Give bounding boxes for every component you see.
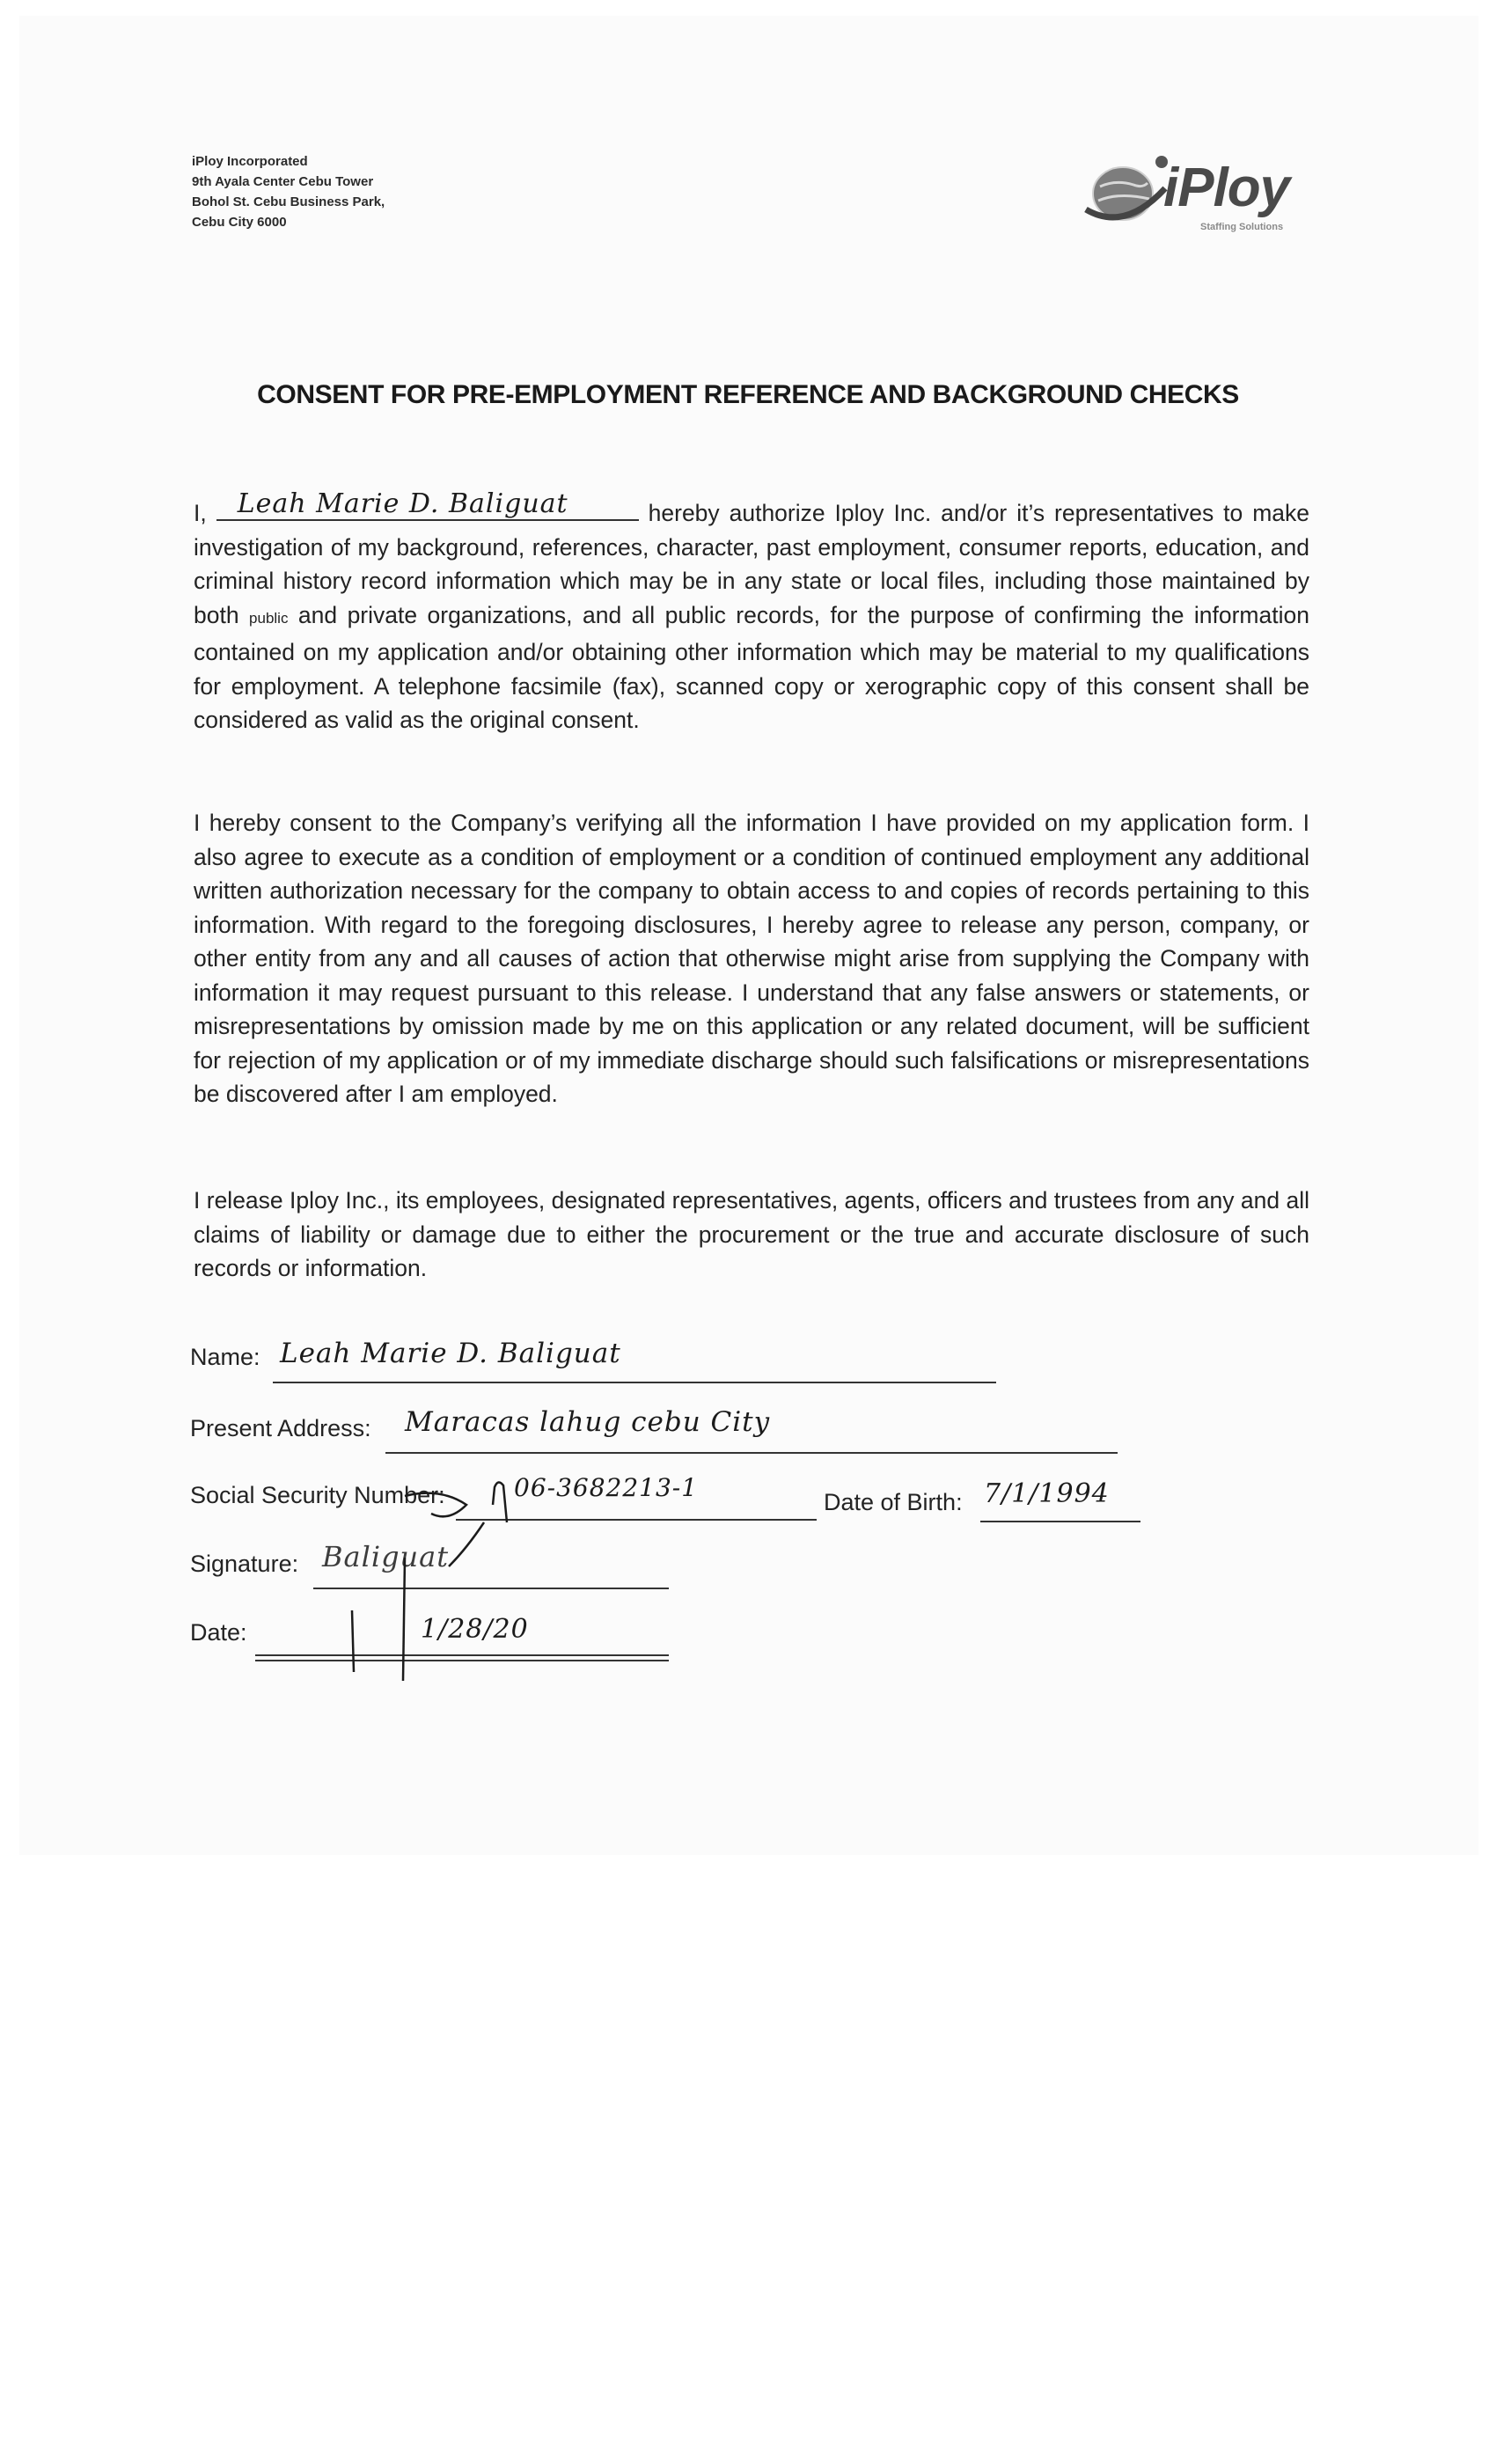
name-fill-line [216, 488, 639, 521]
signature-value: Baliguat [322, 1540, 450, 1573]
ssn-value: 06-3682213-1 [514, 1473, 699, 1502]
logo-tagline: Staffing Solutions [1200, 222, 1284, 232]
signature-scribble [299, 1470, 546, 1698]
address-label: Present Address: [190, 1415, 371, 1441]
consent-paragraph: I hereby consent to the Company’s verifying all the information I have provided on my application form. I also agree to execute as a condition of employment or a condition of continued employment any additional written authorization necessary for the company to obtain access to and copies of records pertaining to this information. With regard to the foregoing disclosures, I hereby agree to release any person, company, or other entity from any and all causes of action that otherwise might arise from supplying the Company with information it may request pursuant to this release. I understand that any false answers or statements, or misrepresentations by omission made by me on this application or any related document, will be sufficient for rejection of my application or of my immediate discharge should such falsifications or misrepresentations be discovered after I am employed. [194, 810, 1309, 1107]
ssn-label: Social Security Number: [190, 1482, 445, 1508]
address-value: Maracas lahug cebu City [405, 1406, 771, 1438]
document-title: CONSENT FOR PRE-EMPLOYMENT REFERENCE AND BACKGROUND CHECKS [257, 380, 1239, 409]
paragraph-text: and private organizations, and all public records, for the purpose of confirming the information contained on my application and/or obtaining other information which may be material to my qualifications for employment. A telephone facsimile (fax), scanned copy or xerographic copy of this consent shall be considered as valid as the original consent. [194, 601, 1309, 733]
paragraph-lead: I, [194, 500, 207, 526]
logo-wordmark: iPloy [1163, 158, 1290, 218]
paragraph-text: hereby authorize Iploy Inc. and/or it’s representatives to make investigation of my background, references, character, past employment, consumer reports, education, and criminal history record information which may be in any state or local files, including those maintained by both [194, 500, 1309, 628]
company-address [192, 151, 385, 232]
dob-label: Date of Birth: [824, 1489, 963, 1515]
date-label: Date: [190, 1619, 247, 1646]
address-line-rule [385, 1452, 1118, 1454]
authorization-paragraph [194, 488, 1309, 737]
address-line: Bohol St. Cebu Business Park, [192, 194, 385, 209]
handwritten-name: Leah Marie D. Baliguat [237, 488, 568, 519]
date-value: 1/28/20 [421, 1614, 529, 1645]
iploy-logo [1081, 148, 1345, 245]
name-line [273, 1382, 996, 1383]
release-paragraph: I release Iploy Inc., its employees, designated representatives, agents, officers and trustees from any and all claims of liability or damage due to either the procurement or the true and accurate disclosure of such records or information. [194, 1187, 1309, 1281]
address-line: Cebu City 6000 [192, 215, 287, 230]
name-value: Leah Marie D. Baliguat [280, 1338, 621, 1369]
signature-label: Signature: [190, 1551, 299, 1577]
dob-line [980, 1521, 1140, 1522]
address-line: 9th Ayala Center Cebu Tower [192, 174, 374, 189]
small-public-word: public [249, 609, 289, 627]
address-line: iPloy Incorporated [192, 154, 308, 169]
name-label: Name: [190, 1344, 260, 1370]
dob-value: 7/1/1994 [984, 1478, 1110, 1509]
